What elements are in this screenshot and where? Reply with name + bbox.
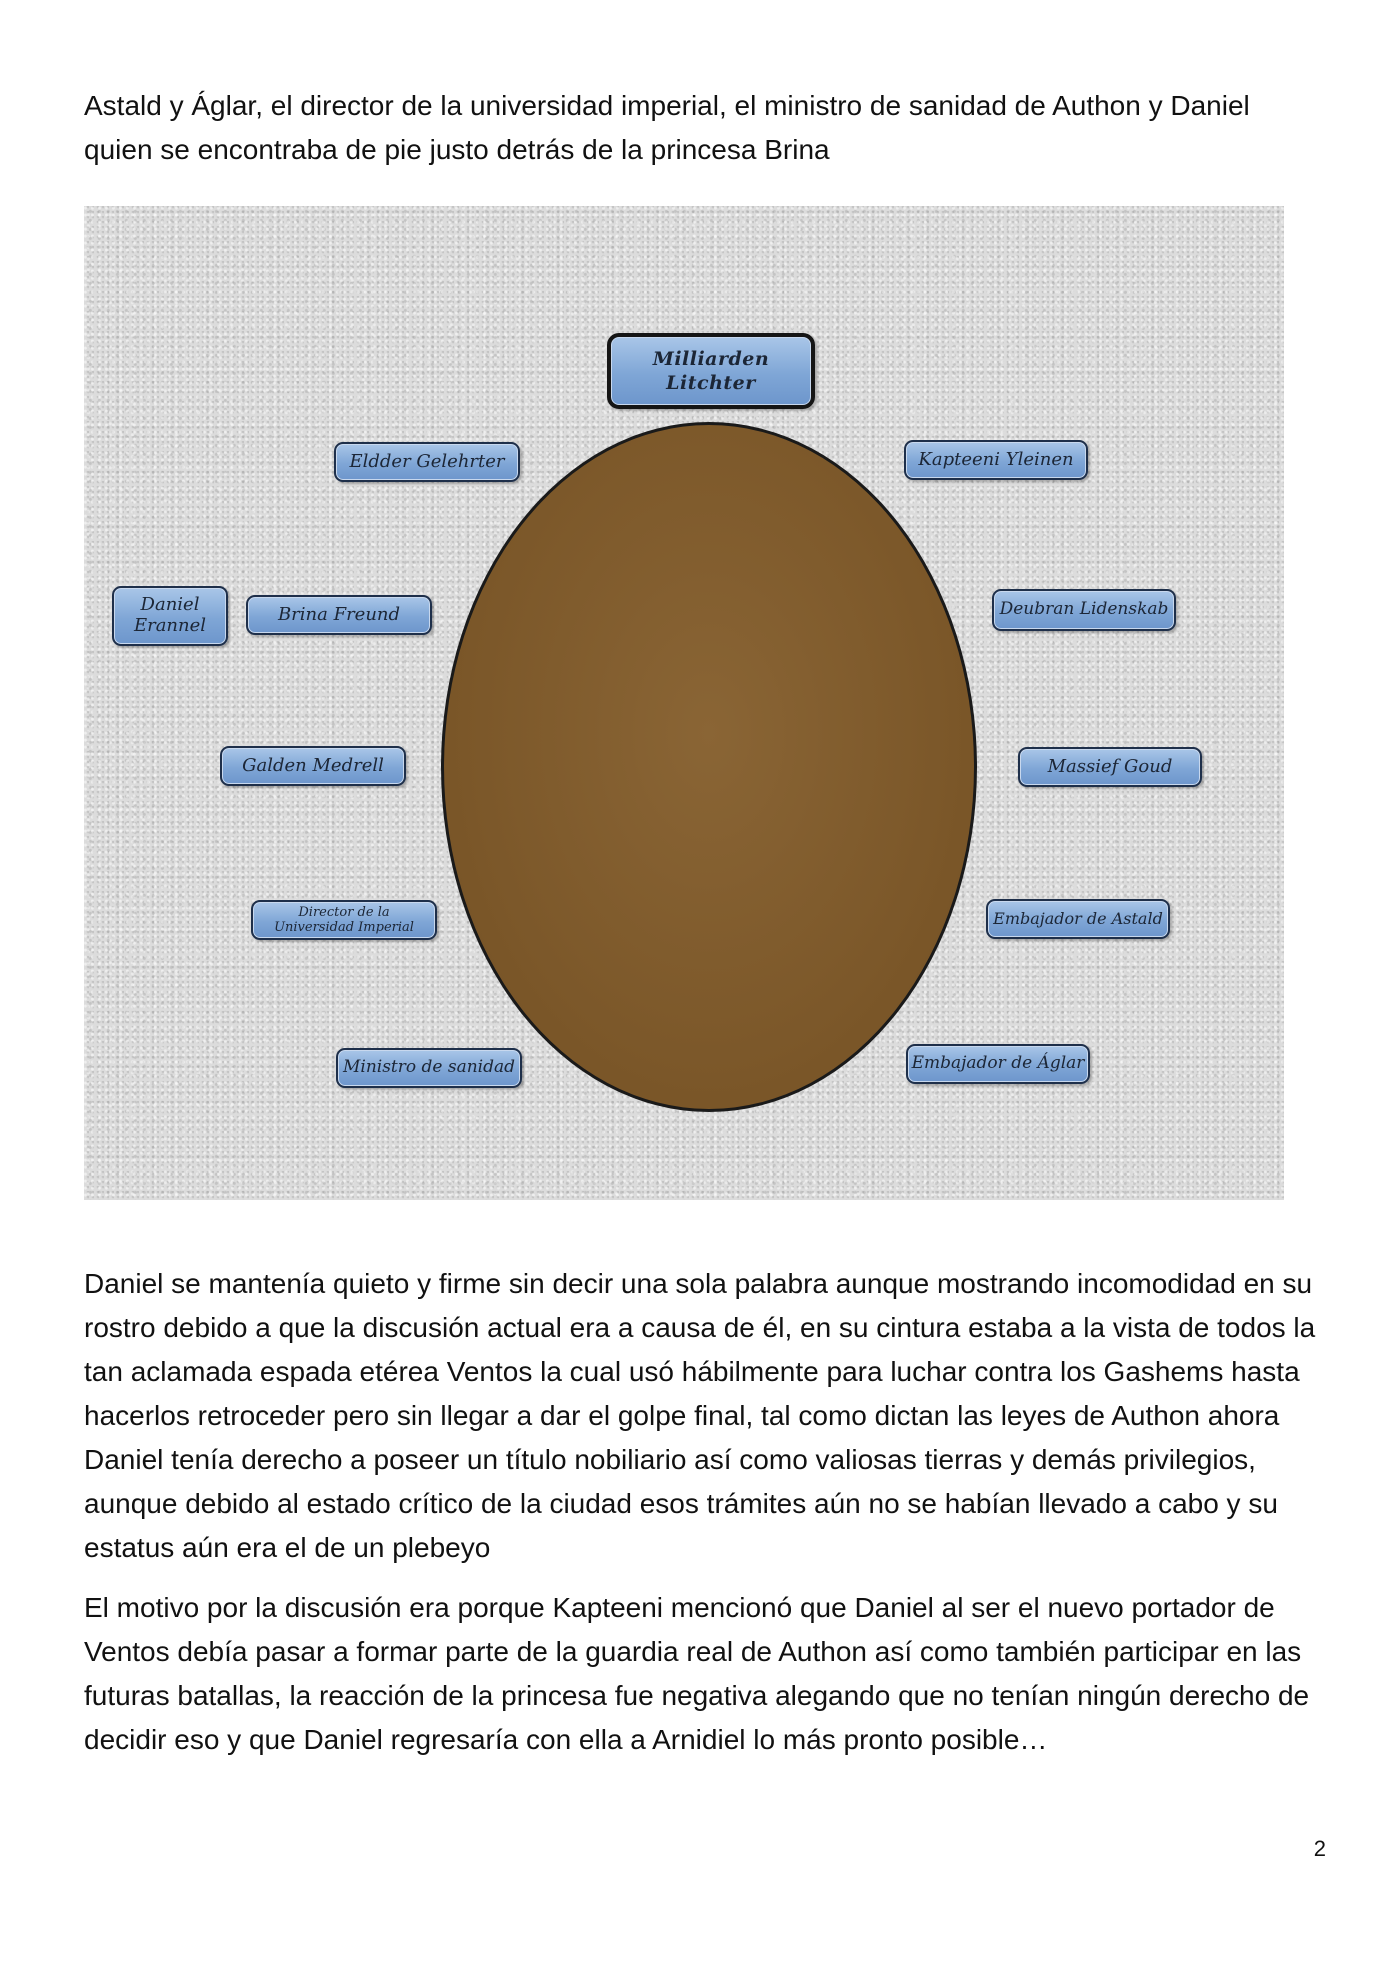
- page-number: 2: [1313, 1836, 1326, 1861]
- seat-right-3: Massief Goud: [1018, 747, 1202, 787]
- seating-chart-figure: [84, 206, 1284, 1200]
- round-table: [441, 422, 977, 1112]
- seat-left-1: Eldder Gelehrter: [334, 442, 520, 482]
- seat-right-1: Kapteeni Yleinen: [904, 440, 1088, 480]
- seat-left-2: Brina Freund: [246, 595, 432, 635]
- seat-right-4: Embajador de Astald: [986, 899, 1170, 939]
- seat-right-2: Deubran Lidenskab: [992, 589, 1176, 631]
- intro-paragraph: Astald y Áglar, el director de la universidad imperial, el ministro de sanidad de Authon y Daniel quien se encontraba de pie justo detrás de la princesa Brina: [84, 90, 1250, 165]
- body-paragraph-2: El motivo por la discusión era porque Kapteeni mencionó que Daniel al ser el nuevo portador de Ventos debía pasar a formar parte de la guardia real de Authon así como también participar en las futuras batallas, la reacción de la princesa fue negativa alegando que no tenían ningún derecho de decidir eso y que Daniel regresaría con ella a Arnidiel lo más pronto posible…: [84, 1592, 1310, 1755]
- seat-right-5: Embajador de Áglar: [906, 1044, 1090, 1084]
- seat-head: Milliarden Litchter: [607, 333, 815, 409]
- seat-standing: Daniel Erannel: [112, 586, 228, 646]
- seat-left-3: Galden Medrell: [220, 746, 406, 786]
- seat-left-4: Director de la Universidad Imperial: [251, 900, 437, 940]
- seat-left-5: Ministro de sanidad: [336, 1048, 522, 1088]
- body-paragraph-1: Daniel se mantenía quieto y firme sin decir una sola palabra aunque mostrando incomodidad en su rostro debido a que la discusión actual era a causa de él, en su cintura estaba a la vista de todos la tan aclamada espada etérea Ventos la cual usó hábilmente para luchar contra los Gashems hasta hacerlos retroceder pero sin llegar a dar el golpe final, tal como dictan las leyes de Authon ahora Daniel tenía derecho a poseer un título nobiliario así como valiosas tierras y demás privilegios, aunque debido al estado crítico de la ciudad esos trámites aún no se habían llevado a cabo y su estatus aún era el de un plebeyo: [84, 1268, 1316, 1563]
